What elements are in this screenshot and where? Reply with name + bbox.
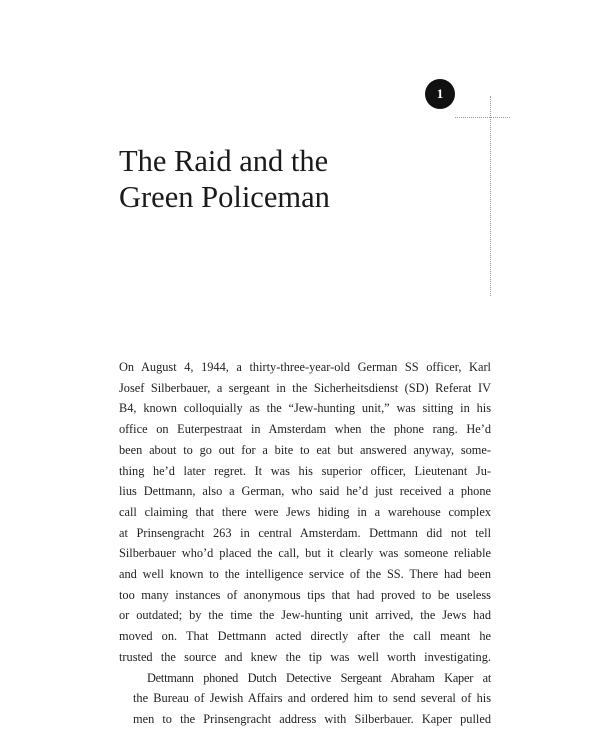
body-line: at Prinsengracht 263 in central Amsterdam. Dettmann did not tell xyxy=(119,525,491,540)
chapter-number-badge: 1 xyxy=(425,79,455,109)
body-line: B4, known colloquially as the “Jew-hunting unit,” was sitting in his xyxy=(119,401,491,416)
chapter-title-line: Green Policeman xyxy=(119,180,330,214)
body-line: trusted the source and knew the tip was well worth investigating. xyxy=(119,649,491,664)
body-line: Silberbauer who’d placed the call, but it clearly was someone reliable xyxy=(119,546,491,561)
decorative-dotted-rule-horizontal xyxy=(455,117,510,118)
body-line: lius Dettmann, also a German, who said he’d just received a phone xyxy=(119,484,491,499)
body-line: the Bureau of Jewish Affairs and ordered him to send several of his xyxy=(133,691,491,706)
chapter-title xyxy=(119,143,449,215)
body-line: thing he’d later regret. It was his superior officer, Lieutenant Ju- xyxy=(119,463,491,478)
decorative-dotted-rule-vertical xyxy=(490,96,491,296)
body-line: office on Euterpestraat in Amsterdam when the phone rang. He’d xyxy=(119,422,491,437)
body-paragraph xyxy=(119,357,491,668)
body-line: too many instances of anonymous tips that had proved to be useless xyxy=(119,587,491,602)
body-line: or outdated; by the time the Jew-hunting unit arrived, the Jews had xyxy=(119,608,491,623)
body-line: men to the Prinsengracht address with Silberbauer. Kaper pulled xyxy=(133,711,491,726)
body-line: and well known to the intelligence service of the SS. There had been xyxy=(119,567,491,582)
body-line: Dettmann phoned Dutch Detective Sergeant Abraham Kaper at xyxy=(147,670,491,685)
body-line: call claiming that there were Jews hiding in a warehouse complex xyxy=(119,504,491,519)
body-line: moved on. That Dettmann acted directly after the call meant he xyxy=(119,629,491,644)
body-line: been about to go out for a bite to eat but answered anyway, some- xyxy=(119,442,491,457)
chapter-body-text xyxy=(119,357,491,730)
body-line: Josef Silberbauer, a sergeant in the Sicherheitsdienst (SD) Referat IV xyxy=(119,380,491,395)
chapter-title-line: The Raid and the xyxy=(119,144,329,178)
body-line: On August 4, 1944, a thirty-three-year-old German SS officer, Karl xyxy=(119,360,491,374)
body-paragraph xyxy=(119,668,491,730)
